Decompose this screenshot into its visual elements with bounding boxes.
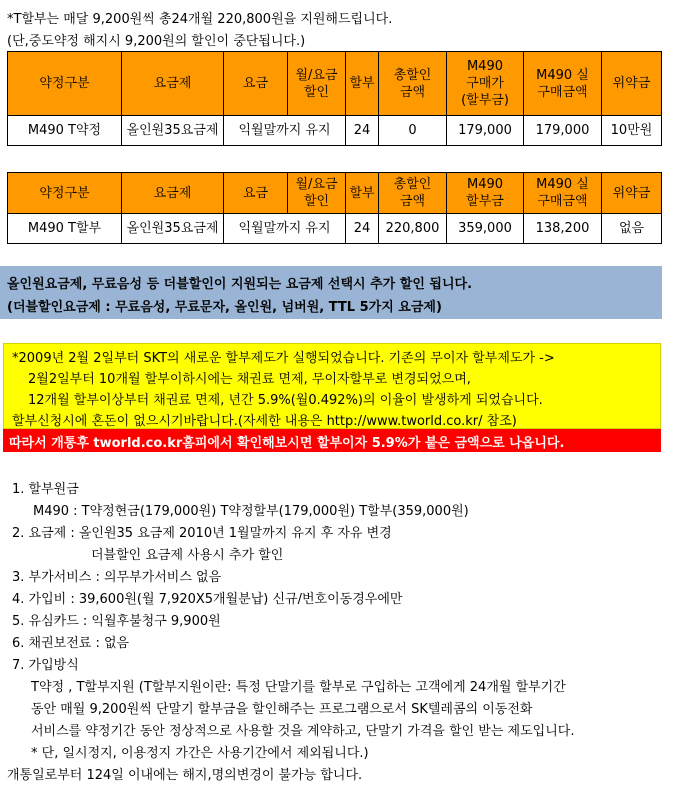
interest-warning — [3, 429, 661, 452]
plan-table-t-contract — [7, 51, 662, 146]
header-cell: 위약금 — [602, 173, 662, 214]
installment-policy-notice — [3, 343, 661, 429]
list-item-7-line-3: 서비스를 약정기간 동안 정상적으로 사용할 것을 계약하고, 단말기 가격을 할인 받는 제도입니다. — [31, 724, 575, 739]
header-cell: M490 실 구매금액 — [524, 52, 602, 116]
cell-installment: 24 — [346, 116, 379, 146]
header-cell: 총할인 금액 — [379, 173, 447, 214]
header-cell: 요금제 — [122, 173, 224, 214]
list-item-1-detail: M490 : T약정현금(179,000원) T약정할부(179,000원) T할부(359,000원) — [33, 504, 469, 519]
header-cell: M490 구매가 (할부금) — [447, 52, 524, 116]
double-discount-line-1: 올인원요금제, 무료음성 등 더블할인이 지원되는 요금제 선택시 추가 할인 됩니다. — [7, 277, 473, 292]
table-row — [8, 214, 662, 244]
list-item-2-detail: 더블할인 요금제 사용시 추가 할인 — [91, 548, 284, 563]
cell-penalty: 10만원 — [602, 116, 662, 146]
cell-total-discount: 220,800 — [379, 214, 447, 244]
list-item-1-title: 1. 할부원금 — [12, 482, 79, 497]
list-item-7-title: 7. 가입방식 — [12, 658, 79, 673]
table-header-row — [8, 52, 662, 116]
header-cell: 요금제 — [122, 52, 224, 116]
list-item-7-line-4: * 단, 일시정지, 이용정지 가간은 사용기간에서 제외됩니다.) — [31, 746, 369, 761]
cell-fee: 익월말까지 유지 — [224, 214, 346, 244]
list-item-7-line-2: 동안 매월 9,200원씩 단말기 할부금을 할인해주는 프로그램으로서 SK텔레콤의 이동전화 — [31, 702, 533, 717]
cell-plan: 올인원35요금제 — [122, 116, 224, 146]
header-cell: 총할인 금액 — [379, 52, 447, 116]
table-row — [8, 116, 662, 146]
footer-note: 개통일로부터 124일 이내에는 해지,명의변경이 불가능 합니다. — [7, 768, 363, 783]
intro-line-2: (단,중도약정 해지시 9,200원의 할인이 중단됩니다.) — [7, 34, 306, 49]
plan-table-t-installment — [7, 172, 662, 244]
header-cell: 요금 — [224, 173, 288, 214]
cell-plan: 올인원35요금제 — [122, 214, 224, 244]
cell-fee: 익월말까지 유지 — [224, 116, 346, 146]
double-discount-line-2: (더블할인요금제 : 무료음성, 무료문자, 올인원, 넘버원, TTL 5가지 요금제) — [7, 300, 442, 315]
cell-purchase-price: 179,000 — [447, 116, 524, 146]
table-header-row — [8, 173, 662, 214]
cell-actual-price: 138,200 — [524, 214, 602, 244]
interest-warning-text: 따라서 개통후 tworld.co.kr홈피에서 확인해보시면 할부이자 5.9%가 붙은 금액으로 나옵니다. — [9, 436, 565, 451]
header-cell: 위약금 — [602, 52, 662, 116]
policy-line-3: 12개월 할부이상부터 채권료 면제, 년간 5.9%(월0.492%)의 이율이 발생하게 되었습니다. — [28, 393, 543, 408]
cell-total-discount: 0 — [379, 116, 447, 146]
cell-penalty: 없음 — [602, 214, 662, 244]
cell-installment: 24 — [346, 214, 379, 244]
header-cell: 요금 — [224, 52, 288, 116]
list-item-7-line-1: T약정 , T할부지원 (T할부지원이란: 특정 단말기를 할부로 구입하는 고객에게 24개월 할부기간 — [31, 680, 566, 695]
policy-line-2: 2월2일부터 10개월 할부이하시에는 채권료 면제, 무이자할부로 변경되었으며, — [28, 372, 471, 387]
policy-line-4: 할부신청시에 혼돈이 없으시기바랍니다.(자세한 내용은 http://www.tworld.co.kr/ 참조) — [12, 414, 517, 429]
header-cell: 약정구분 — [8, 52, 122, 116]
list-item-2-title: 2. 요금제 : 올인원35 요금제 2010년 1월말까지 유지 후 자유 변경 — [12, 526, 392, 541]
header-cell: M490 실 구매금액 — [524, 173, 602, 214]
list-item-6: 6. 채권보전료 : 없음 — [12, 636, 130, 651]
cell-actual-price: 179,000 — [524, 116, 602, 146]
header-cell: 약정구분 — [8, 173, 122, 214]
policy-line-1: *2009년 2월 2일부터 SKT의 새로운 할부제도가 실행되었습니다. 기존의 무이자 할부제도가 -> — [12, 351, 555, 366]
double-discount-notice — [0, 266, 662, 319]
cell-contract-type: M490 T할부 — [8, 214, 122, 244]
header-cell: 월/요금 할인 — [288, 173, 346, 214]
intro-line-1: *T할부는 매달 9,200원씩 총24개월 220,800원을 지원해드립니다. — [7, 12, 393, 27]
list-item-5: 5. 유심카드 : 익월후불청구 9,900원 — [12, 614, 221, 629]
cell-contract-type: M490 T약정 — [8, 116, 122, 146]
list-item-3: 3. 부가서비스 : 의무부가서비스 없음 — [12, 570, 222, 585]
header-cell: 할부 — [346, 173, 379, 214]
header-cell: 월/요금 할인 — [288, 52, 346, 116]
cell-installment-price: 359,000 — [447, 214, 524, 244]
header-cell: 할부 — [346, 52, 379, 116]
list-item-4: 4. 가입비 : 39,600원(월 7,920X5개월분납) 신규/번호이동경우에만 — [12, 592, 403, 607]
header-cell: M490 할부금 — [447, 173, 524, 214]
